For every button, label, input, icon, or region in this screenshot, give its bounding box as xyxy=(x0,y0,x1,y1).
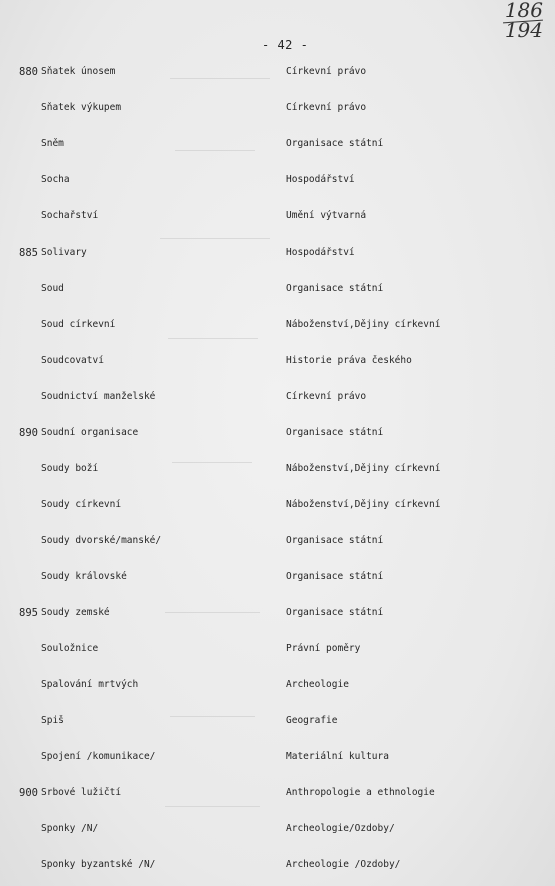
entry-category: Materiální kultura xyxy=(286,751,389,762)
index-entry xyxy=(0,677,555,693)
entry-term: Soudnictví manželské xyxy=(41,391,156,402)
entry-category: Organisace státní xyxy=(286,571,384,582)
index-entry xyxy=(0,425,555,441)
index-entry xyxy=(0,569,555,585)
index-entry xyxy=(0,641,555,657)
handwritten-page-annotation xyxy=(501,0,545,46)
entry-term: Sňatek výkupem xyxy=(41,102,122,113)
index-entry xyxy=(0,317,555,333)
entry-term: Soudcovatví xyxy=(41,355,104,366)
entry-term: Spiš xyxy=(41,715,64,726)
entry-term: Sňatek únosem xyxy=(41,66,116,77)
entry-category: Geografie xyxy=(286,715,338,726)
entry-term: Soud církevní xyxy=(41,319,116,330)
entry-category: Náboženství,Dějiny církevní xyxy=(286,463,441,474)
index-entry xyxy=(0,208,555,224)
index-entry xyxy=(0,821,555,837)
entry-term: Sponky byzantské /N/ xyxy=(41,859,156,870)
entry-category: Náboženství,Dějiny církevní xyxy=(286,319,441,330)
index-entry xyxy=(0,389,555,405)
entry-term: Soud xyxy=(41,283,64,294)
bleed-through-mark xyxy=(165,806,260,807)
entry-term: Sponky /N/ xyxy=(41,823,99,834)
index-entry xyxy=(0,785,555,801)
annotation-top: 186 xyxy=(504,0,543,22)
entry-category: Archeologie/Ozdoby/ xyxy=(286,823,395,834)
annotation-bottom: 194 xyxy=(504,18,543,42)
entry-term: Soudní organisace xyxy=(41,427,139,438)
entry-category: Církevní právo xyxy=(286,102,367,113)
index-entry xyxy=(0,461,555,477)
index-entry xyxy=(0,100,555,116)
entry-term: Socha xyxy=(41,174,70,185)
entry-category: Církevní právo xyxy=(286,66,367,77)
index-entry xyxy=(0,533,555,549)
index-entry xyxy=(0,172,555,188)
entry-category: Náboženství,Dějiny církevní xyxy=(286,499,441,510)
entry-category: Hospodářství xyxy=(286,174,355,185)
entry-category: Anthropologie a ethnologie xyxy=(286,787,435,798)
entry-term: Solivary xyxy=(41,247,87,258)
entry-term: Sněm xyxy=(41,138,64,149)
entry-category: Organisace státní xyxy=(286,535,384,546)
entry-number: 890 xyxy=(19,427,38,439)
entry-number: 880 xyxy=(19,66,38,78)
entry-category: Archeologie /Ozdoby/ xyxy=(286,859,401,870)
entry-category: Hospodářství xyxy=(286,247,355,258)
entry-term: Soudy královské xyxy=(41,571,127,582)
entry-category: Historie práva českého xyxy=(286,355,412,366)
entry-term: Soudy zemské xyxy=(41,607,110,618)
page-number: - 42 - xyxy=(262,38,309,52)
index-entry xyxy=(0,605,555,621)
index-entry xyxy=(0,353,555,369)
entry-number: 885 xyxy=(19,247,38,259)
entry-category: Organisace státní xyxy=(286,138,384,149)
entry-category: Organisace státní xyxy=(286,427,384,438)
entry-category: Archeologie xyxy=(286,679,349,690)
entry-term: Soudy církevní xyxy=(41,499,122,510)
index-entry xyxy=(0,497,555,513)
entry-term: Sochařství xyxy=(41,210,99,221)
entry-category: Organisace státní xyxy=(286,283,384,294)
entry-term: Spalování mrtvých xyxy=(41,679,139,690)
index-entry xyxy=(0,245,555,261)
entry-term: Souložnice xyxy=(41,643,99,654)
index-entry xyxy=(0,281,555,297)
entry-number: 900 xyxy=(19,787,38,799)
index-entry xyxy=(0,136,555,152)
entry-category: Právní poměry xyxy=(286,643,361,654)
entry-number: 895 xyxy=(19,607,38,619)
index-entry xyxy=(0,857,555,873)
bleed-through-mark xyxy=(168,338,258,339)
entry-term: Soudy boží xyxy=(41,463,99,474)
entry-term: Spojení /komunikace/ xyxy=(41,751,156,762)
entry-category: Církevní právo xyxy=(286,391,367,402)
bleed-through-mark xyxy=(160,238,270,239)
index-entry xyxy=(0,749,555,765)
entry-category: Organisace státní xyxy=(286,607,384,618)
index-entry xyxy=(0,64,555,80)
index-entry xyxy=(0,713,555,729)
entry-category: Umění výtvarná xyxy=(286,210,367,221)
entry-term: Srbové lužičtí xyxy=(41,787,122,798)
entry-term: Soudy dvorské/manské/ xyxy=(41,535,162,546)
